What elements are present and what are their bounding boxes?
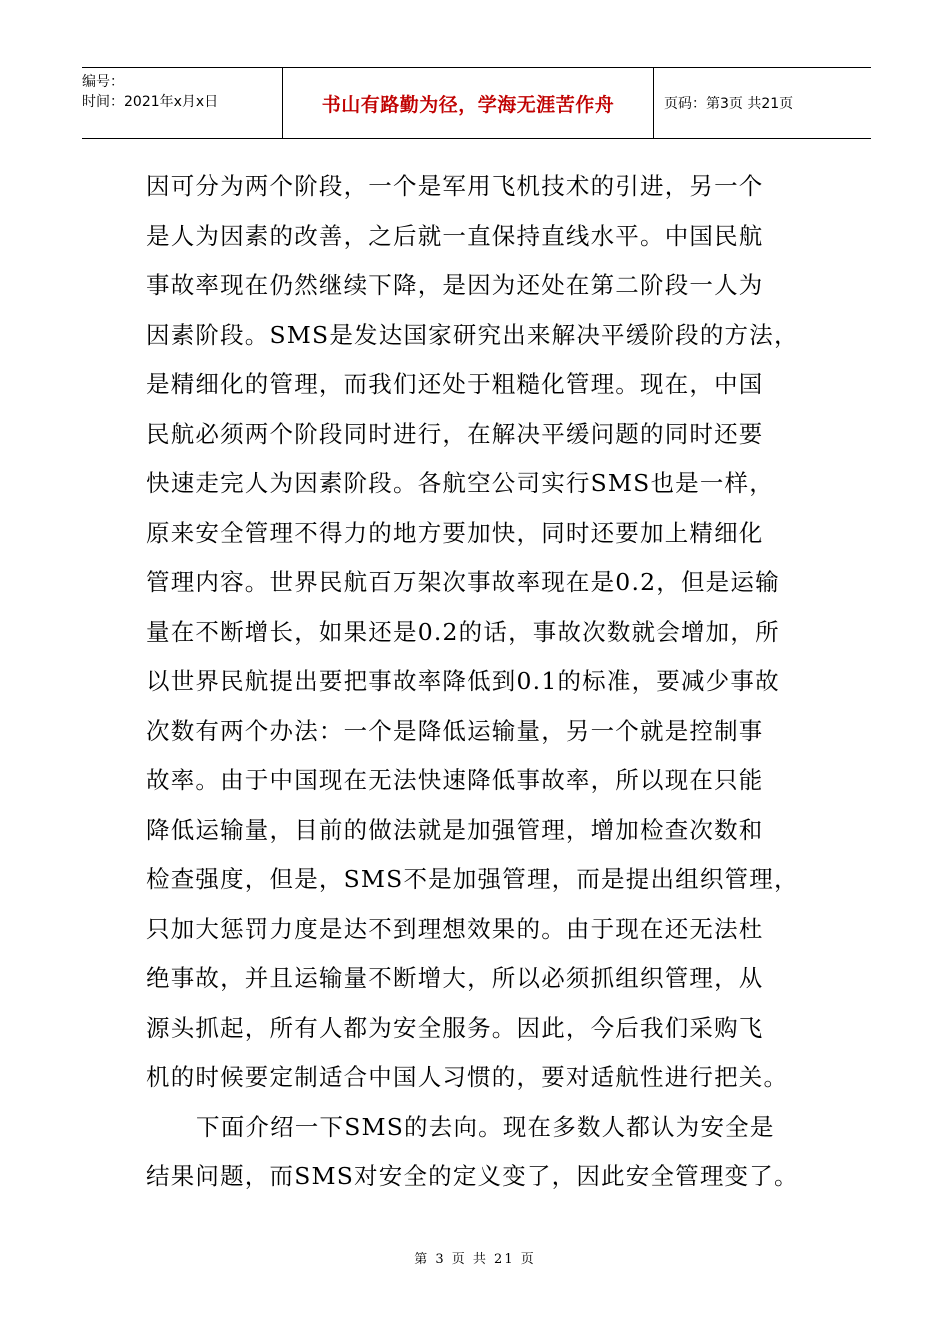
body-line: 是精细化的管理，而我们还处于粗糙化管理。现在，中国	[146, 370, 764, 398]
body-line: 次数有两个办法：一个是降低运输量，另一个就是控制事	[146, 716, 764, 745]
body-line: 故率。由于中国现在无法快速降低事故率，所以现在只能	[146, 766, 764, 794]
body-line: 管理内容。世界民航百万架次事故率现在是0.2，但是运输	[146, 568, 780, 596]
header-page-number: 页码：第3页 共21页	[664, 96, 794, 112]
header-meta	[82, 68, 282, 138]
page-footer: 第 3 页 共 21 页	[414, 1252, 536, 1267]
body-line: 是人为因素的改善，之后就一直保持直线水平。中国民航	[146, 221, 764, 250]
document-number-label: 编号：	[82, 74, 124, 90]
body-line: 降低运输量，目前的做法就是加强管理，增加检查次数和	[146, 815, 764, 844]
document-time-label: 时间：2021年x月x日	[82, 94, 219, 110]
document-body	[146, 162, 826, 1202]
body-line: 原来安全管理不得力的地方要加快，同时还要加上精细化	[146, 518, 764, 547]
body-line: 快速走完人为因素阶段。各航空公司实行SMS也是一样，	[146, 469, 774, 497]
body-line: 机的时候要定制适合中国人习惯的，要对适航性进行把关。	[146, 1063, 789, 1091]
page-header	[82, 67, 871, 139]
body-line: 源头抓起，所有人都为安全服务。因此，今后我们采购飞	[146, 1013, 764, 1042]
body-line: 以世界民航提出要把事故率降低到0.1的标准，要减少事故	[146, 667, 780, 695]
body-line: 绝事故，并且运输量不断增大，所以必须抓组织管理，从	[146, 964, 764, 992]
body-line-paragraph-start: 下面介绍一下SMS的去向。现在多数人都认为安全是	[196, 1112, 775, 1141]
body-line: 因可分为两个阶段，一个是军用飞机技术的引进，另一个	[146, 172, 764, 200]
body-line: 只加大惩罚力度是达不到理想效果的。由于现在还无法杜	[146, 914, 764, 943]
body-line: 结果问题，而SMS对安全的定义变了，因此安全管理变了。	[146, 1162, 799, 1190]
body-line: 检查强度，但是，SMS不是加强管理，而是提出组织管理，	[146, 865, 799, 893]
body-line: 民航必须两个阶段同时进行，在解决平缓问题的同时还要	[146, 419, 764, 448]
header-motto: 书山有路勤为径，学海无涯苦作舟	[282, 68, 654, 138]
body-line: 事故率现在仍然继续下降，是因为还处在第二阶段一人为	[146, 271, 764, 299]
body-line: 因素阶段。SMS是发达国家研究出来解决平缓阶段的方法，	[146, 320, 799, 349]
body-line: 量在不断增长，如果还是0.2的话，事故次数就会增加，所	[146, 617, 780, 646]
